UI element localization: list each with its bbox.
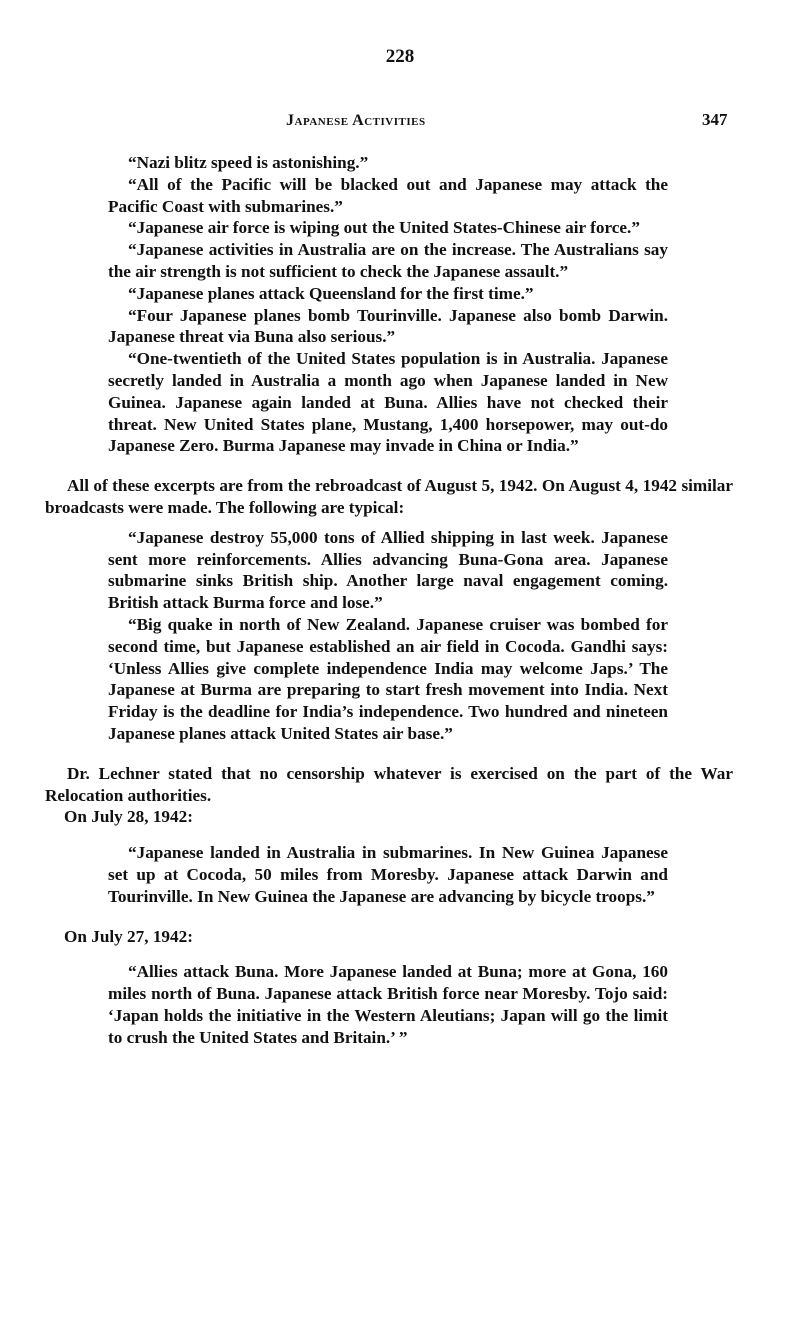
folio: 347 (702, 110, 728, 129)
quote-paragraph: “One-twentieth of the United States population is in Australia. Japanese secretly landed in Australia a month ago when Japanese landed in New Guinea. Japanese again landed at Buna. Allies have not checked their threat. New United States plane, Mustang, 1,400 horsepower, may out-do Japanese Zero. Burma Japanese may invade in China or India.” (108, 349, 668, 456)
quote-paragraph: “Allies attack Buna. More Japanese landed at Buna; more at Gona, 160 miles north of Buna. Japanese attack British force near Moresby. Tojo said: ‘Japan holds the initiative in the Western Aleutians; Japan will go the limit to crush the United States and Britain.’ ” (108, 962, 668, 1047)
date-heading: On July 27, 1942: (64, 926, 193, 946)
quote-paragraph: “Nazi blitz speed is astonishing.” (128, 153, 369, 172)
body-paragraph: All of these excerpts are from the rebroadcast of August 5, 1942. On August 4, 1942 similar broadcasts were made. The following are typical: (45, 476, 733, 517)
quote-block-1 (108, 152, 668, 457)
quote-paragraph: “Japanese destroy 55,000 tons of Allied shipping in last week. Japanese sent more reinforcements. Allies advancing Buna-Gona area. Japanese submarine sinks British ship. Another large naval engagement coming. British attack Burma force and lose.” (108, 527, 668, 613)
running-head: Japanese Activities (286, 112, 426, 129)
quote-paragraph: “Japanese activities in Australia are on the increase. The Australians say the air strength is not sufficient to check the Japanese assault.” (108, 240, 668, 281)
quote-paragraph: “All of the Pacific will be blacked out and Japanese may attack the Pacific Coast with submarines.” (108, 174, 668, 216)
body-paragraph: Dr. Lechner stated that no censorship whatever is exercised on the part of the War Relocation authorities. (45, 763, 733, 805)
quote-block-2 (108, 527, 668, 745)
quote-paragraph: “Four Japanese planes bomb Tourinville. Japanese also bomb Darwin. Japanese threat via Buna also serious.” (108, 305, 668, 347)
quote-paragraph: “Japanese air force is wiping out the United States-Chinese air force.” (128, 218, 640, 238)
quote-paragraph: “Japanese planes attack Queensland for the first time.” (128, 283, 534, 303)
quote-paragraph: “Big quake in north of New Zealand. Japanese cruiser was bombed for second time, but Japanese established an air field in Cocoda. Gandhi says: ‘Unless Allies give complete independence India may welcome Japs.’ The Japanese at Burma are preparing to start fresh movement into India. Next Friday is the deadline for India’s independence. Two hundred and nineteen Japanese planes attack United States air base.” (108, 614, 668, 743)
page-number: 228 (385, 46, 415, 67)
quote-paragraph: “Japanese landed in Australia in submarines. In New Guinea Japanese set up at Cocoda, 50 miles from Moresby. Japanese attack Darwin and Tourinville. In New Guinea the Japanese are advancing by bicycle troops.” (108, 843, 668, 906)
page-content (0, 152, 800, 1048)
quote-block-3 (108, 842, 668, 907)
quote-block-4 (108, 961, 668, 1048)
date-heading: On July 28, 1942: (64, 807, 193, 827)
